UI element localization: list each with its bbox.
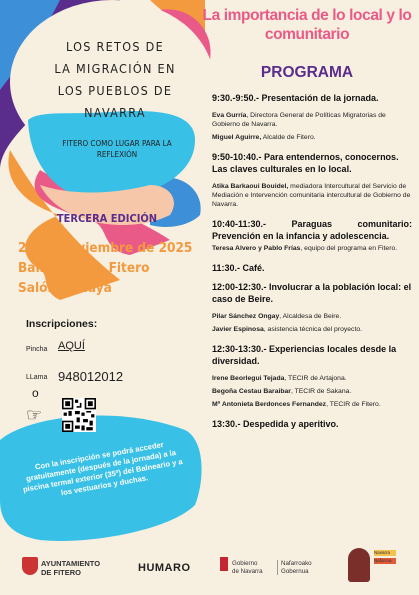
- logo-line: AYUNTAMIENTO: [41, 559, 101, 568]
- session-title: 9:50-10:40.- Para entendernos, conocernos. Las claves culturales en lo local.: [212, 152, 399, 174]
- speaker-name: Teresa Alvero y Pablo Frías: [212, 245, 301, 252]
- registration-link[interactable]: AQUÍ: [58, 340, 85, 352]
- session-title: 11:30.- Café.: [212, 263, 265, 273]
- call-label: LLama: [26, 374, 48, 381]
- logo-line: Nafarroako: [281, 560, 312, 567]
- speaker-role: , asistencia técnica del proyecto.: [263, 326, 362, 333]
- speaker-role: , TECIR de Artajona.: [284, 375, 347, 382]
- title-line: LA MIGRACIÓN EN: [54, 61, 176, 76]
- speaker-role: mediadora Intercultural del Servicio de Mediación e Intervención comunitaria intercultural de Gobierno de Navarra.: [212, 183, 411, 208]
- session-title: 13:30.- Despedida y aperitivo.: [212, 419, 339, 429]
- session-title: 12:30-13:30.- Experiencias locales desde la diversidad.: [212, 344, 397, 366]
- logo-line: Gobierno: [232, 560, 258, 567]
- logo-gobierno-eu: [277, 560, 312, 575]
- title-line: LOS RETOS DE: [65, 39, 165, 54]
- room: Salón Atalaya: [18, 280, 112, 296]
- speaker-name: Begoña Cestau Baraibar: [212, 388, 291, 395]
- logo-humaro: HUMARO: [138, 562, 191, 574]
- faces-illustration-icon: [348, 548, 370, 582]
- speaker-role: , TECIR de Fitero.: [326, 401, 381, 408]
- or-text: o: [32, 386, 39, 400]
- speaker-name: Irene Beorlegui Tejada: [212, 375, 285, 382]
- session-title: 12:00-12:30.- Involucrar a la población local: el caso de Beire.: [212, 282, 412, 304]
- logo-navarra-small: [374, 550, 396, 564]
- program-heading: La importancia de lo local y lo comunitario: [202, 7, 412, 43]
- speaker-name: Javier Espinosa: [212, 326, 264, 333]
- speaker: [212, 182, 412, 209]
- speaker: [212, 387, 412, 396]
- speaker-role: , Alcaldesa de Beire.: [279, 313, 342, 320]
- event-title: [30, 36, 200, 124]
- session-title: 10:40-11:30.- Paraguas comunitario: Prevención en la infancia y adolescencia.: [212, 219, 412, 241]
- speaker: [212, 133, 412, 142]
- phone-number[interactable]: 948012012: [58, 369, 124, 384]
- venue: Balneario de Fitero: [18, 260, 150, 276]
- logo-line: Nafarroa: [374, 558, 396, 564]
- speaker: [212, 312, 412, 321]
- speaker: [212, 111, 412, 129]
- speaker: [212, 325, 412, 334]
- speaker-role: , TECIR de Sakana.: [290, 388, 352, 395]
- speaker-name: Pilar Sánchez Ongay: [212, 313, 280, 320]
- logo-ayuntamiento: [41, 559, 100, 577]
- registration-label: Inscripciones:: [26, 318, 98, 330]
- speaker-role: , Directora General de Políticas Migratorias de Gobierno de Navarra.: [212, 112, 386, 128]
- logo-line: Navarra: [374, 550, 396, 556]
- speaker-role: Alcalde de Fitero.: [261, 134, 316, 141]
- navarra-shield-icon: [220, 557, 228, 571]
- event-subtitle: FITERO COMO LUGAR PARA LA REFLEXIÓN: [62, 139, 172, 159]
- edition-label: TERCERA EDICIÓN: [56, 212, 158, 225]
- session-title: 9:30.-9:50.- Presentación de la jornada.: [212, 93, 379, 103]
- logo-gobierno-es: [232, 560, 263, 575]
- program-list: [212, 92, 412, 432]
- title-line: LOS PUEBLOS DE NAVARRA: [57, 83, 173, 120]
- speaker: [212, 374, 412, 383]
- speaker: [212, 400, 412, 409]
- program-label: PROGRAMA: [260, 64, 354, 81]
- event-date: 21 de noviembre de 2025: [18, 240, 193, 256]
- speaker-name: Atika Barkaoui Bouidel,: [212, 183, 289, 190]
- speaker-role: , equipo del programa en Fitero.: [300, 245, 398, 252]
- fitero-shield-icon: [22, 557, 38, 575]
- speaker: [212, 244, 412, 253]
- qr-code[interactable]: [62, 398, 96, 432]
- pool-note: Con la inscripción se podrá acceder gratuitamente (después de la jornada) a la piscina termal exterior (35º) del Balneario y a los vestuarios y duchas.: [22, 439, 184, 498]
- speaker-name: Eva Gurría: [212, 112, 247, 119]
- click-label: Pincha: [26, 346, 48, 353]
- speaker-name: Mª Antonieta Berdonces Fernandez: [212, 401, 327, 408]
- date-venue: [18, 238, 192, 298]
- speaker-name: Miguel Aguirre,: [212, 134, 262, 141]
- logo-line: DE FITERO: [41, 568, 82, 577]
- pointing-hand-icon: ☞: [26, 405, 43, 425]
- logo-line: de Navarra: [232, 567, 263, 575]
- logo-line: Gobernua: [281, 567, 309, 575]
